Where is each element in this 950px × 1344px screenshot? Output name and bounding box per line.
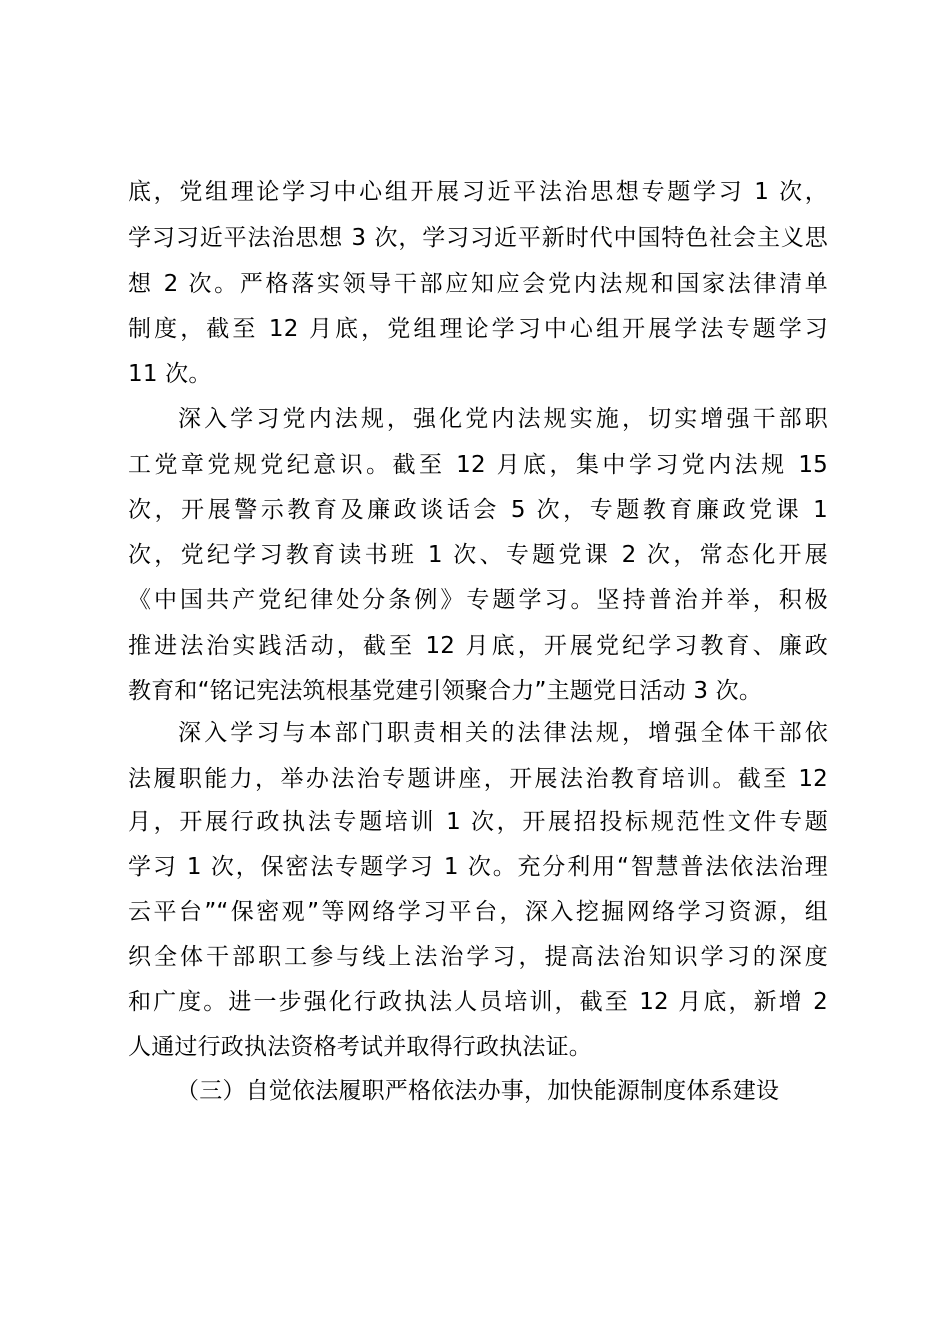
- text-line: 人通过行政执法资格考试并取得行政执法证。: [128, 1034, 592, 1060]
- text-line: 工党章党规党纪意识。截至 12 月底，集中学习党内法规 15: [128, 452, 828, 478]
- text-line: 推进法治实践活动，截至 12 月底，开展党纪学习教育、廉政: [128, 633, 828, 659]
- text-line: 底，党组理论学习中心组开展习近平法治思想专题学习 1 次，: [128, 179, 828, 205]
- text-line: 学习习近平法治思想 3 次，学习习近平新时代中国特色社会主义思: [128, 225, 828, 251]
- paragraph-start-line: 深入学习与本部门职责相关的法律法规，增强全体干部依: [178, 720, 828, 746]
- text-line: 《中国共产党纪律处分条例》专题学习。坚持普治并举，积极: [128, 587, 828, 613]
- text-line: 月，开展行政执法专题培训 1 次，开展招投标规范性文件专题: [128, 809, 828, 835]
- section-heading: （三）自觉依法履职严格依法办事，加快能源制度体系建设: [176, 1078, 780, 1104]
- text-line: 次，党纪学习教育读书班 1 次、专题党课 2 次，常态化开展: [128, 542, 828, 568]
- text-line: 教育和“铭记宪法筑根基党建引领聚合力”主题党日活动 3 次。: [128, 678, 763, 704]
- text-line: 和广度。进一步强化行政执法人员培训，截至 12 月底，新增 2: [128, 989, 828, 1015]
- text-line: 织全体干部职工参与线上法治学习，提高法治知识学习的深度: [128, 944, 828, 970]
- text-line: 法履职能力，举办法治专题讲座，开展法治教育培训。截至 12: [128, 766, 828, 792]
- text-line: 11 次。: [128, 361, 212, 387]
- text-line: 次，开展警示教育及廉政谈话会 5 次，专题教育廉政党课 1: [128, 497, 828, 523]
- paragraph-start-line: 深入学习党内法规，强化党内法规实施，切实增强干部职: [178, 406, 828, 432]
- text-line: 学习 1 次，保密法专题学习 1 次。充分利用“智慧普法依法治理: [128, 854, 828, 880]
- text-line: 想 2 次。严格落实领导干部应知应会党内法规和国家法律清单: [128, 271, 828, 297]
- text-line: 制度，截至 12 月底，党组理论学习中心组开展学法专题学习: [128, 316, 828, 342]
- text-line: 云平台”“保密观”等网络学习平台，深入挖掘网络学习资源，组: [128, 899, 828, 925]
